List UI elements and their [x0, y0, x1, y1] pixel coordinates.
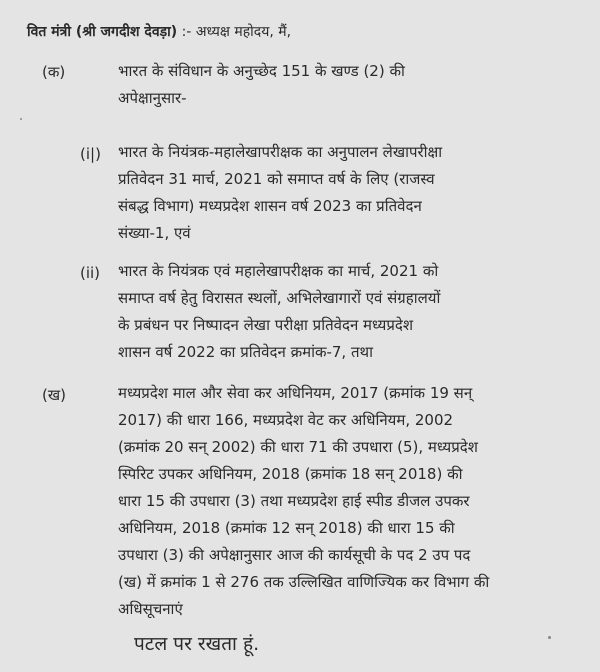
para-k-text — [118, 58, 558, 112]
item-ii-line: भारत के नियंत्रक एवं महालेखापरीक्षक का मार्च, 2021 को — [118, 262, 439, 280]
para-kh-line: (क्रमांक 20 सन् 2002) की धारा 71 की उपधारा (5), मध्यप्रदेश — [118, 438, 478, 456]
item-i-marker: (i|) — [80, 145, 101, 163]
item-ii-line: समाप्त वर्ष हेतु विरासत स्थलों, अभिलेखागारों एवं संग्रहालयों — [118, 289, 441, 307]
para-kh-line: अधिसूचनाएं — [118, 600, 183, 618]
para-kh-line: (ख) में क्रमांक 1 से 276 तक उल्लिखित वाणिज्यिक कर विभाग की — [118, 573, 490, 591]
para-kh-line: 2017) की धारा 166, मध्यप्रदेश वेट कर अधिनियम, 2002 — [118, 411, 454, 429]
para-k-marker: (क) — [42, 63, 66, 81]
item-ii-line: के प्रबंधन पर निष्पादन लेखा परीक्षा प्रतिवेदन मध्यप्रदेश — [118, 316, 414, 334]
item-i-line: प्रतिवेदन 31 मार्च, 2021 को समाप्त वर्ष के लिए (राजस्व — [118, 170, 435, 188]
item-i-line: भारत के नियंत्रक-महालेखापरीक्षक का अनुपालन लेखापरीक्षा — [118, 143, 443, 161]
item-i-text — [118, 139, 568, 247]
item-ii-text — [118, 258, 568, 366]
speech-opening: :- अध्यक्ष महोदय, मैं, — [181, 24, 292, 40]
para-kh-marker: (ख) — [42, 386, 66, 404]
speaker-line — [27, 22, 291, 42]
para-k-line: अपेक्षानुसार- — [118, 89, 187, 107]
para-kh-line: स्पिरिट उपकर अधिनियम, 2018 (क्रमांक 18 सन् 2018) की — [118, 465, 463, 483]
speck — [548, 636, 551, 639]
para-kh-line: उपधारा (3) की अपेक्षानुसार आज की कार्यसूची के पद 2 उप पद — [118, 546, 471, 564]
speaker-name: वित मंत्री (श्री जगदीश देवड़ा) — [27, 24, 178, 40]
para-kh-line: अधिनियम, 2018 (क्रमांक 12 सन् 2018) की धारा 15 की — [118, 519, 455, 537]
item-i-line: संबद्ध विभाग) मध्यप्रदेश शासन वर्ष 2023 का प्रतिवेदन — [118, 197, 422, 215]
para-kh-line: धारा 15 की उपधारा (3) तथा मध्यप्रदेश हाई स्पीड डीजल उपकर — [118, 492, 470, 510]
closing-line: पटल पर रखता हूं. — [134, 633, 260, 655]
para-k-line: भारत के संविधान के अनुच्छेद 151 के खण्ड (2) की — [118, 62, 405, 80]
item-i-line: संख्या-1, एवं — [118, 224, 191, 242]
para-kh-text — [118, 380, 573, 623]
item-ii-marker: (ii) — [80, 264, 101, 282]
speck — [20, 118, 22, 120]
para-kh-line: मध्यप्रदेश माल और सेवा कर अधिनियम, 2017 (क्रमांक 19 सन् — [118, 384, 473, 402]
item-ii-line: शासन वर्ष 2022 का प्रतिवेदन क्रमांक-7, तथा — [118, 343, 373, 361]
